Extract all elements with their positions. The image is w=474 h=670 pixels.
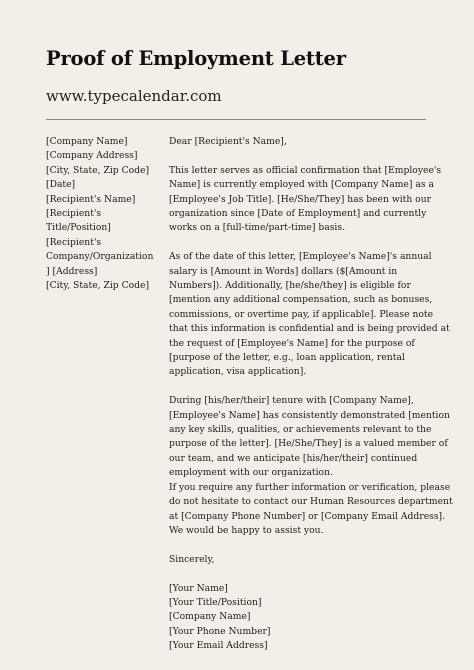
document-title: Proof of Employment Letter [46,47,346,70]
sender-line: [Date] [46,179,76,191]
paragraph-salary: As of the date of this letter, [Employee's Name]'s annual salary is [Amount in Words] dollars ($[Amount in Numbers]). Additionally, [he/she/they] is eligible for [mention any additional compensation, such as bonuses, commissions, or overtime pay, if applicable]. Please note that this information is confidential and is being provided at the request of [Employee's Name] for the purpose of [purpose of the letter, e.g., loan application, rental application, visa application]. [169,251,450,378]
closing: Sincerely, [169,553,215,565]
sender-line: [Company Name] [46,136,128,147]
paragraph-employment-confirmation: This letter serves as official confirmation that [Employee's Name] is currently employed with [Company Name] as a [Employee's Job Title]. [He/She/They] has been with our organization since [Date of Employment] and currently works on a [full-time/part-time] basis. [169,164,442,234]
header-divider [46,119,426,120]
signature-line: [Company Name] [169,611,251,623]
sender-line: [City, State, Zip Code] [46,280,150,292]
signature-line: [Your Email Address] [169,640,268,652]
sender-line: ] [Address] [46,265,98,277]
signature-line: [Your Title/Position] [169,596,262,608]
sender-line: [Recipient's [46,208,102,220]
sender-address-block [46,135,164,293]
signature-line: [Your Name] [169,582,228,594]
sender-line: Company/Organization [46,251,154,263]
sender-line: [City, State, Zip Code] [46,164,150,176]
salutation: Dear [Recipient's Name], [169,136,287,147]
paragraph-contact: If you require any further information or verification, please do not hesitate to contact our Human Resources department at [Company Phone Number] or [Company Email Address]. We would be happy to assist you. [169,481,453,536]
letter-body [169,135,453,654]
website-url: www.typecalendar.com [46,87,222,105]
signature-block [169,582,439,654]
signature-line: [Your Phone Number] [169,625,271,637]
sender-line: [Recipient's [46,236,102,248]
paragraph-tenure: During [his/her/their] tenure with [Company Name], [Employee's Name] has consistently demonstrated [mention any key skills, qualities, or achievements relevant to the purpose of the letter]. [He/She/They] is a valued member of our team, and we anticipate [his/her/their] continued employment with our organization. [169,395,450,479]
sender-line: [Recipient's Name] [46,193,136,205]
sender-line: [Company Address] [46,150,138,162]
sender-line: Title/Position] [46,222,111,234]
